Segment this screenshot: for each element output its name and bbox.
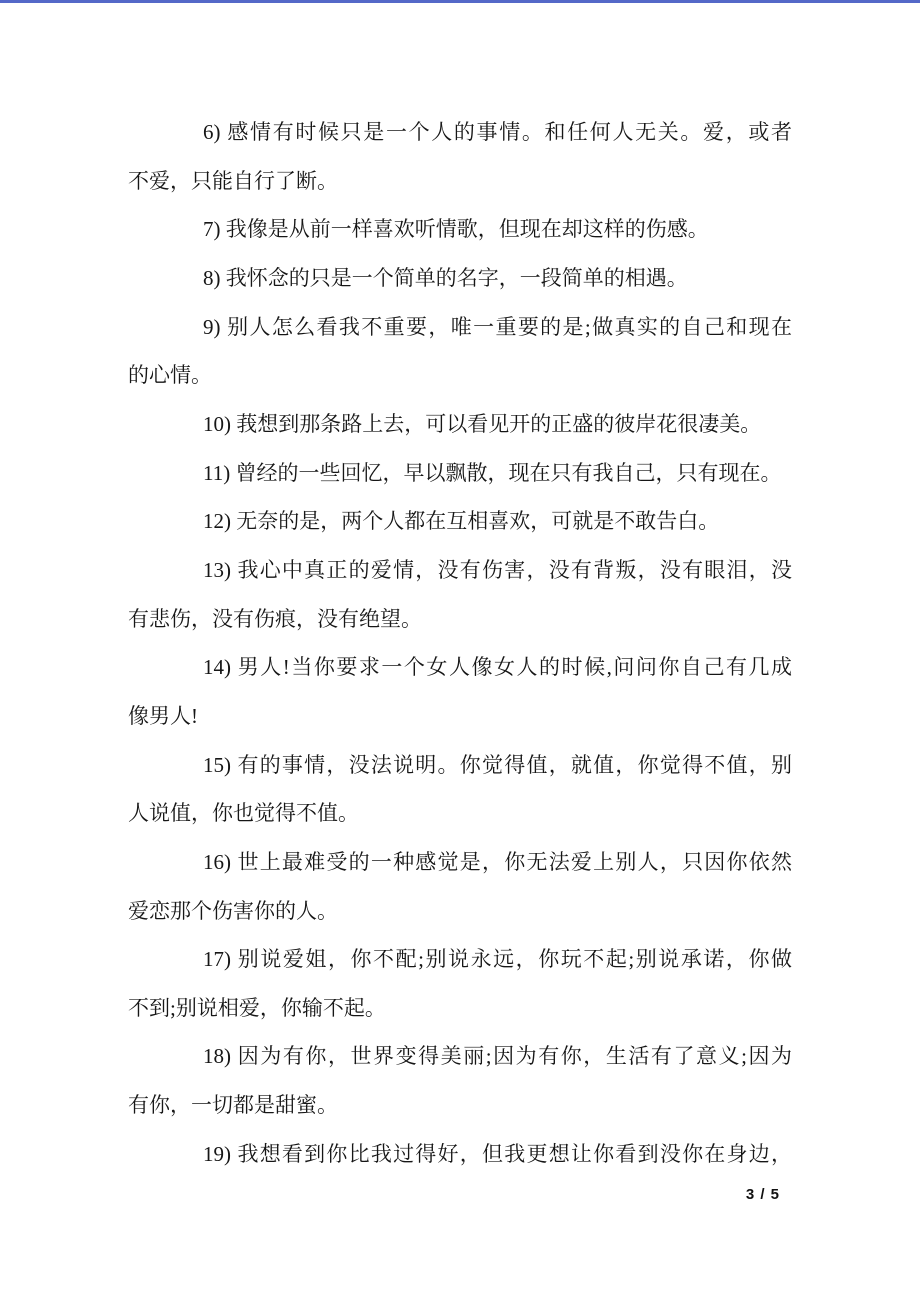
paragraph-line: 像男人! [128,703,198,728]
paragraph-line: 6) 感情有时候只是一个人的事情。和任何人无关。爱，或者 [203,120,792,144]
paragraph-line: 9) 别人怎么看我不重要，唯一重要的是;做真实的自己和现在 [203,314,792,339]
paragraph-line: 不爱，只能自行了断。 [128,168,338,193]
paragraph-line: 的心情。 [128,363,212,388]
paragraph-line: 10) 莪想到那条路上去，可以看见开的正盛的彼岸花很凄美。 [203,411,762,436]
page-number: 3 / 5 [745,1186,780,1203]
paragraph-line: 14) 男人!当你要求一个女人像女人的时候,问问你自己有几成 [203,655,792,680]
paragraph-line: 15) 有的事情，没法说明。你觉得值，就值，你觉得不值，别 [203,752,792,777]
paragraph-line: 8) 我怀念的只是一个简单的名字，一段简单的相遇。 [203,265,688,290]
page-top-border [0,0,920,3]
paragraph-line: 16) 世上最难受的一种感觉是，你无法爱上别人，只因你依然 [203,849,792,874]
paragraph-line: 7) 我像是从前一样喜欢听情歌，但现在却这样的伤感。 [203,217,709,242]
document-body [128,108,792,1178]
paragraph-line: 19) 我想看到你比我过得好，但我更想让你看到没你在身边， [203,1141,792,1166]
paragraph-line: 11) 曾经的一些回忆，早以飘散，现在只有我自己，只有现在。 [203,460,782,485]
paragraph-line: 人说值，你也觉得不值。 [128,801,359,826]
paragraph-line: 12) 无奈的是，两个人都在互相喜欢，可就是不敢告白。 [203,509,720,534]
paragraph-line: 有你，一切都是甜蜜。 [128,1093,338,1118]
paragraph-line: 18) 因为有你，世界变得美丽;因为有你，生活有了意义;因为 [203,1044,792,1069]
paragraph-line: 有悲伤，没有伤痕，没有绝望。 [128,606,422,631]
paragraph-line: 13) 我心中真正的爱情，没有伤害，没有背叛，没有眼泪，没 [203,557,792,582]
paragraph-line: 爱恋那个伤害你的人。 [128,898,338,923]
paragraph-line: 17) 别说爱姐，你不配;别说永远，你玩不起;别说承诺，你做 [203,947,792,972]
paragraph-line: 不到;别说相爱，你输不起。 [128,995,386,1020]
